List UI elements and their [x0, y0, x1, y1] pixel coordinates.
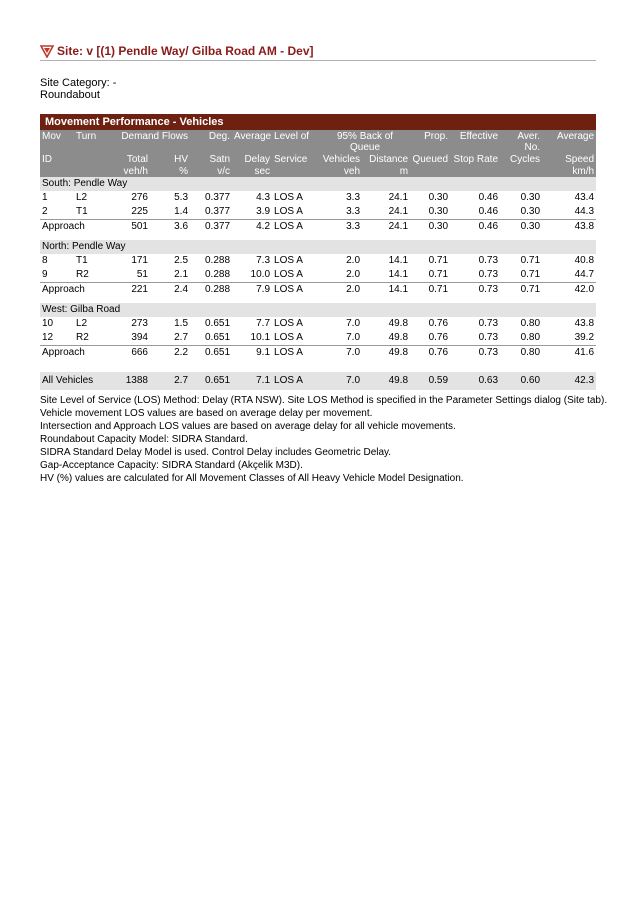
table-cell: 39.2 — [574, 332, 595, 343]
column-header: Service — [272, 153, 320, 165]
approach-group-row — [40, 240, 596, 254]
table-cell: 10 — [42, 318, 54, 329]
table-cell: LOS A — [274, 192, 303, 203]
table-cell: 501 — [116, 220, 150, 235]
table-cell: 0.73 — [478, 332, 499, 343]
table-row — [40, 317, 596, 331]
table-cell: 171 — [131, 255, 148, 266]
column-header: Distance — [362, 153, 410, 165]
table-cell: 394 — [131, 332, 148, 343]
table-cell: LOS A — [272, 283, 320, 298]
table-cell: 0.651 — [190, 372, 232, 390]
site-title: Site: v [(1) Pendle Way/ Gilba Road AM - Dev] — [57, 44, 314, 58]
table-cell: 44.7 — [574, 269, 595, 280]
table-cell: 0.30 — [428, 192, 449, 203]
column-header: Cycles — [500, 153, 542, 165]
table-cell: Approach — [40, 283, 116, 298]
table-cell: 0.30 — [428, 206, 449, 217]
table-cell: 0.71 — [520, 269, 541, 280]
table-cell: 4.2 — [232, 220, 272, 235]
sidra-logo-icon — [40, 44, 54, 58]
table-cell: 0.76 — [428, 318, 449, 329]
column-header: veh/h — [116, 165, 150, 177]
table-cell: 7.0 — [320, 372, 362, 390]
table-cell: R2 — [76, 269, 89, 280]
site-type-line: Roundabout — [40, 89, 100, 101]
table-cell: All Vehicles — [40, 372, 116, 390]
approach-total-row — [40, 346, 596, 361]
note-line: HV (%) values are calculated for All Movement Classes of All Heavy Vehicle Model Designation. — [40, 473, 464, 484]
approach-total-row — [40, 220, 596, 235]
table-row — [40, 331, 596, 346]
note-line: SIDRA Standard Delay Model is used. Control Delay includes Geometric Delay. — [40, 447, 392, 458]
table-cell: 14.1 — [362, 283, 410, 298]
column-header: Satn — [190, 153, 232, 165]
table-cell: 7.9 — [232, 283, 272, 298]
table-cell: 0.651 — [204, 318, 231, 329]
table-row — [40, 254, 596, 268]
table-cell: LOS A — [274, 206, 303, 217]
table-cell: 43.8 — [574, 318, 595, 329]
approach-group-row — [40, 177, 596, 191]
table-cell: 0.288 — [190, 283, 232, 298]
column-header — [40, 165, 74, 177]
column-header-row — [40, 130, 596, 153]
table-cell: 8 — [42, 255, 48, 266]
table-cell: 666 — [116, 346, 150, 361]
table-cell: 49.8 — [388, 332, 409, 343]
table-cell: 0.71 — [410, 283, 450, 298]
column-header: Speed — [542, 153, 596, 165]
table-cell: 44.3 — [574, 206, 595, 217]
column-header: Vehicles — [320, 153, 362, 165]
table-cell: 0.60 — [500, 372, 542, 390]
table-cell: 5.3 — [174, 192, 189, 203]
table-cell: 0.30 — [520, 192, 541, 203]
table-cell: 0.73 — [450, 283, 500, 298]
table-cell: 0.71 — [500, 283, 542, 298]
column-header: Deg. — [190, 130, 232, 153]
table-cell: 1388 — [116, 372, 150, 390]
table-row — [40, 191, 596, 205]
column-header: Queued — [410, 153, 450, 165]
table-cell: 42.3 — [542, 372, 596, 390]
table-cell: 0.377 — [204, 206, 231, 217]
all-vehicles-row — [40, 372, 596, 390]
note-line: Roundabout Capacity Model: SIDRA Standard. — [40, 434, 248, 445]
table-cell: LOS A — [274, 318, 303, 329]
column-header: Mov — [40, 130, 74, 153]
movement-table — [40, 130, 596, 390]
note-line: Gap-Acceptance Capacity: SIDRA Standard (Akçelik M3D). — [40, 460, 303, 471]
column-header — [500, 165, 542, 177]
table-cell: 7.1 — [232, 372, 272, 390]
table-cell: 2 — [42, 206, 48, 217]
table-cell: 0.71 — [428, 269, 449, 280]
column-header: km/h — [542, 165, 596, 177]
table-cell: 24.1 — [388, 192, 409, 203]
table-cell: 51 — [136, 269, 148, 280]
site-category — [40, 77, 116, 101]
table-cell: 0.71 — [428, 255, 449, 266]
table-cell: 2.1 — [174, 269, 189, 280]
table-row — [40, 205, 596, 220]
table-cell: 2.7 — [150, 372, 190, 390]
table-cell: 7.0 — [346, 318, 361, 329]
table-cell: 14.1 — [388, 269, 409, 280]
table-cell: 225 — [131, 206, 148, 217]
table-cell: LOS A — [274, 269, 303, 280]
column-header: veh — [320, 165, 362, 177]
back-of-queue-header: 95% Back of Queue — [320, 130, 410, 153]
table-heading: Movement Performance - Vehicles — [40, 114, 596, 130]
table-cell: 0.288 — [204, 255, 231, 266]
table-cell: 0.30 — [500, 220, 542, 235]
table-cell: 1.5 — [174, 318, 189, 329]
table-cell: 0.80 — [500, 346, 542, 361]
column-header: Aver. No. — [500, 130, 542, 153]
table-cell: 1 — [42, 192, 48, 203]
table-cell: 3.3 — [320, 220, 362, 235]
notes — [40, 394, 607, 485]
approach-name: West: Gilba Road — [40, 303, 596, 317]
table-cell: 24.1 — [388, 206, 409, 217]
column-header-row — [40, 165, 596, 177]
table-cell: 10.1 — [250, 332, 271, 343]
column-header-row — [40, 153, 596, 165]
table-cell: 0.30 — [410, 220, 450, 235]
table-cell: 273 — [131, 318, 148, 329]
table-cell: 49.8 — [388, 318, 409, 329]
table-cell: R2 — [76, 332, 89, 343]
table-cell: 0.59 — [410, 372, 450, 390]
table-cell: 0.377 — [204, 192, 231, 203]
table-cell: 43.8 — [542, 220, 596, 235]
table-cell: 4.3 — [256, 192, 271, 203]
table-cell: LOS A — [272, 346, 320, 361]
table-cell: 9 — [42, 269, 48, 280]
table-cell: 10.0 — [250, 269, 271, 280]
table-row — [40, 268, 596, 283]
column-header: v/c — [190, 165, 232, 177]
table-cell: 2.4 — [150, 283, 190, 298]
table-cell: 49.8 — [362, 372, 410, 390]
table-cell: T1 — [76, 206, 88, 217]
table-cell: 14.1 — [388, 255, 409, 266]
column-header: Total — [116, 153, 150, 165]
table-cell: 2.2 — [150, 346, 190, 361]
approach-name: South: Pendle Way — [40, 177, 596, 191]
table-cell: 0.30 — [520, 206, 541, 217]
column-header: Delay — [232, 153, 272, 165]
column-header: m — [362, 165, 410, 177]
table-cell: 0.288 — [204, 269, 231, 280]
column-header — [74, 165, 116, 177]
table-cell: 0.651 — [204, 332, 231, 343]
table-cell: 7.7 — [256, 318, 271, 329]
column-header: HV — [150, 153, 190, 165]
table-cell: 12 — [42, 332, 54, 343]
column-header — [272, 165, 320, 177]
table-cell: LOS A — [274, 332, 303, 343]
table-cell: 2.0 — [346, 269, 361, 280]
note-line: Vehicle movement LOS values are based on average delay per movement. — [40, 408, 373, 419]
table-cell: 0.46 — [450, 220, 500, 235]
column-header: Prop. — [410, 130, 450, 153]
column-header: Average — [232, 130, 272, 153]
table-cell: 2.7 — [174, 332, 189, 343]
table-cell: 0.377 — [190, 220, 232, 235]
column-header: ID — [40, 153, 74, 165]
column-header: sec — [232, 165, 272, 177]
table-cell: 43.4 — [574, 192, 595, 203]
table-cell: 40.8 — [574, 255, 595, 266]
table-cell: 0.76 — [410, 346, 450, 361]
table-cell: 42.0 — [542, 283, 596, 298]
column-header — [410, 165, 450, 177]
column-header — [74, 153, 116, 165]
table-cell: 0.80 — [520, 332, 541, 343]
table-cell: 9.1 — [232, 346, 272, 361]
table-cell: 41.6 — [542, 346, 596, 361]
table-cell: 221 — [116, 283, 150, 298]
table-cell: L2 — [76, 192, 88, 203]
table-cell: 3.6 — [150, 220, 190, 235]
table-cell: 0.73 — [478, 318, 499, 329]
site-category-line: Site Category: - — [40, 77, 117, 89]
column-header: % — [150, 165, 190, 177]
table-cell: 0.80 — [520, 318, 541, 329]
table-cell: L2 — [76, 318, 88, 329]
table-cell: 0.76 — [428, 332, 449, 343]
table-cell: 49.8 — [362, 346, 410, 361]
table-cell: T1 — [76, 255, 88, 266]
table-cell: 3.3 — [346, 192, 361, 203]
site-title-bar — [40, 42, 596, 61]
approach-name: North: Pendle Way — [40, 240, 596, 254]
table-cell: 1.4 — [174, 206, 189, 217]
table-cell: Approach — [40, 346, 116, 361]
table-cell: 276 — [131, 192, 148, 203]
table-cell: 7.0 — [346, 332, 361, 343]
approach-group-row — [40, 303, 596, 317]
table-cell: 2.0 — [320, 283, 362, 298]
table-cell: 0.46 — [478, 206, 499, 217]
table-cell: 0.46 — [478, 192, 499, 203]
table-cell: 0.63 — [450, 372, 500, 390]
approach-total-row — [40, 283, 596, 298]
column-header: Average — [542, 130, 596, 153]
table-cell: 2.5 — [174, 255, 189, 266]
column-header: Effective — [450, 130, 500, 153]
column-header: Level of — [272, 130, 320, 153]
table-cell: 0.73 — [450, 346, 500, 361]
table-cell: 0.73 — [478, 255, 499, 266]
table-cell: 3.9 — [256, 206, 271, 217]
table-cell: 3.3 — [346, 206, 361, 217]
table-cell: LOS A — [274, 255, 303, 266]
note-line: Site Level of Service (LOS) Method: Delay (RTA NSW). Site LOS Method is specified in the Parameter Settings dialog (Site tab). — [40, 395, 608, 406]
table-cell: 0.651 — [190, 346, 232, 361]
table-cell: Approach — [40, 220, 116, 235]
column-header: Turn — [74, 130, 116, 153]
table-cell: LOS A — [272, 372, 320, 390]
table-cell: 24.1 — [362, 220, 410, 235]
column-header: Stop Rate — [450, 153, 500, 165]
table-cell: 7.3 — [256, 255, 271, 266]
table-cell: 7.0 — [320, 346, 362, 361]
table-cell: 0.71 — [520, 255, 541, 266]
demand-flows-header: Demand Flows — [116, 130, 190, 153]
movement-performance-table — [40, 114, 596, 390]
table-cell: LOS A — [272, 220, 320, 235]
note-line: Intersection and Approach LOS values are based on average delay for all vehicle movements. — [40, 421, 456, 432]
table-cell: 2.0 — [346, 255, 361, 266]
column-header — [450, 165, 500, 177]
table-cell: 0.73 — [478, 269, 499, 280]
